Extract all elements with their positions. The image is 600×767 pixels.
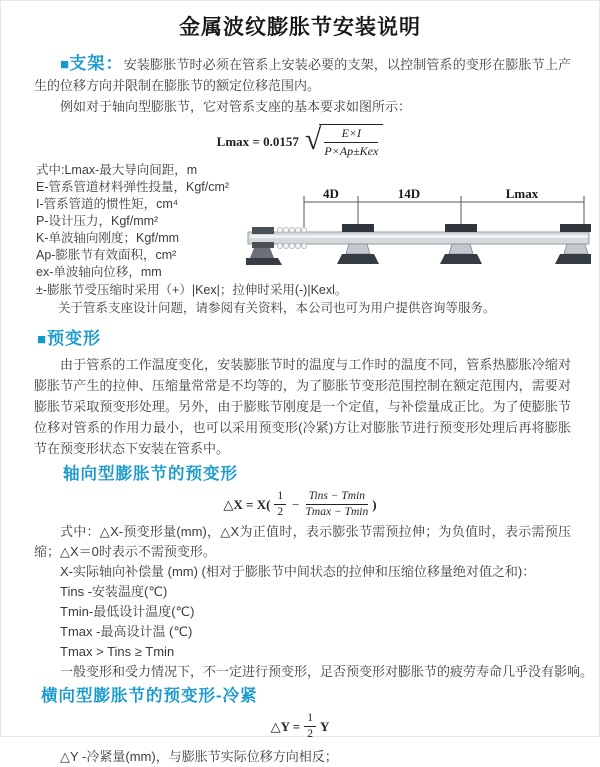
formula-numerator: E×I [324, 126, 378, 143]
lateral-formula-lhs: △Y = [270, 718, 301, 734]
pipe-support-diagram [246, 186, 591, 278]
definition-line: Ap-膨胀节有效面积，cm² [36, 248, 177, 262]
predeform-heading [37, 328, 599, 351]
axial-parameter-list [1, 562, 599, 682]
dimension-label-lmax: Lmax [505, 186, 539, 201]
axial-parameter-line: Tins -安装温度(℃) [60, 584, 168, 599]
half-fraction: $\frac{1}{2}$ [274, 490, 286, 519]
radical-sign-icon: √ [304, 123, 322, 156]
lateral-note: △Y -冷紧量(mm)，与膨胀节实际位移方向相反； [60, 749, 338, 764]
temperature-fraction: $\frac{\text{Tins − Tmin}}{Tmax - Tmin}$ [305, 490, 369, 518]
sqrt-radical [305, 124, 383, 159]
definition-line: E-管系管道材料弹性投量，Kgf/cm² [36, 180, 230, 194]
lateral-formula [1, 712, 599, 741]
general-note-line: 一般变形和受力情况下，不一定进行预变形，足否预变形对膨胀节的疲劳寿命几乎没有影响。 [60, 664, 594, 679]
axial-formula [1, 490, 599, 519]
axial-parameter-line: Tmax -最高设计温 (℃) [60, 624, 193, 639]
definition-line: P-设计压力，Kgf/mm² [36, 214, 159, 228]
axial-parameter-line: Tmin-最低设计温度(℃) [60, 604, 195, 619]
axial-parameter-line: Tmax > Tins ≥ Tmin [60, 644, 175, 659]
formula-definitions [36, 162, 599, 317]
lateral-heading: 横向型膨胀节的预变形-冷紧 [41, 687, 258, 705]
service-note: 关于管系支座设计问题，请参阅有关资料，本公司也可为用户提供咨询等服务。 [58, 301, 496, 315]
section-square-icon: ■ [37, 331, 48, 348]
formula-denominator: P×Ap±Kex [324, 144, 379, 158]
lateral-formula-rhs: Y [319, 718, 330, 734]
dimension-label-14d: 14D [397, 186, 421, 201]
guide-spacing-formula [1, 124, 599, 159]
dimension-label-4d: 4D [323, 186, 339, 201]
minus-operator: − [292, 496, 300, 512]
axial-formula-close: ) [372, 496, 377, 512]
axial-heading: 轴向型膨胀节的预变形 [63, 465, 238, 483]
axial-formula-open: △X = X( [223, 496, 271, 512]
pipe [248, 232, 589, 244]
axial-explanation: 式中：△X-预变形量(mm)，△X为正值时，表示膨张节需预拉伸；为负值时，表示需预压缩；△X＝0时表示不需预变形。 [34, 524, 571, 559]
axial-parameter-line: X-实际轴向补偿量 (mm) (相对于膨胀节中间状态的拉伸和压缩位移量绝对值之和)： [60, 564, 536, 579]
support-paragraph [34, 53, 571, 96]
definition-line: 式中:Lmax-最大导向间距，m [36, 163, 198, 177]
definition-line: K-单波轴向刚度；Kgf/mm [36, 231, 180, 245]
formula-lhs: Lmax = 0.0157 [216, 133, 299, 149]
section-square-icon: ■ [60, 56, 70, 73]
predeform-heading-label: 预变形 [47, 329, 102, 348]
support-section-heading [60, 54, 124, 73]
predeform-paragraph: 由于管系的工作温度变化，安装膨胀节时的温度与工作时的温度不同，管系热膨胀冷缩对膨胀节产生的拉伸、压缩量常常是不均等的，为了膨胀节变形范围控制在额定范围内，需要对膨胀节采取预变形处理。另外，由于膨账节刚度是一个定值，与补偿量成正比。为了使膨胀节位移对管系的作用力最小，也可以采用预变形(冷紧)方让对膨胀节进行预变形处理后再将膨胀节在预变形状态下安装在管系中。 [34, 357, 571, 456]
support-body-text: 安装膨胀节时必须在管系上安装必要的支架，以控制管系的变形在膨胀节上产生的位移方向并限制在膨胀节的额定位移范围内。 [34, 57, 572, 93]
plus-minus-note: ±-膨胀节受压缩时采用（+）|Kex|；拉伸时采用(-)|Kexl。 [36, 283, 348, 297]
page-title: 金属波纹膨胀节安装说明 [179, 16, 421, 39]
definition-line: ex-单波轴向位移，mm [36, 265, 162, 279]
example-line: 例如对于轴向型膨胀节，它对管系支座的基本要求如图所示： [60, 99, 412, 114]
half-fraction: $\frac{1}{2}$ [304, 712, 316, 741]
definition-line: I-管系管道的惯性矩，cm⁴ [36, 197, 179, 211]
support-heading-label: 支架： [69, 54, 124, 73]
